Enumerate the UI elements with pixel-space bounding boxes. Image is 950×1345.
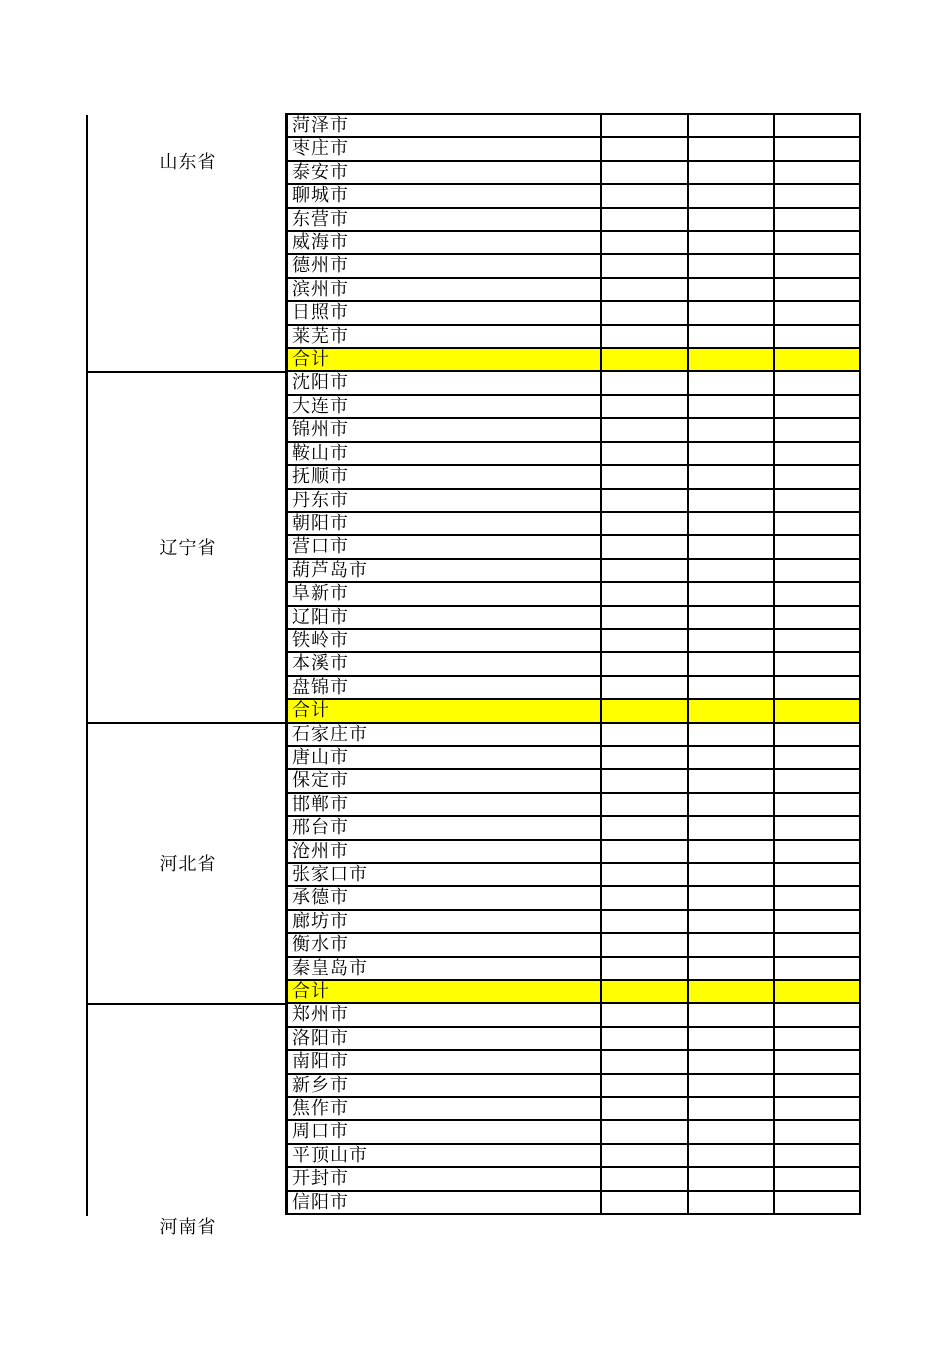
value-cell <box>689 1145 775 1166</box>
value-cell <box>775 583 861 604</box>
city-row <box>288 934 861 957</box>
value-cell <box>602 653 689 674</box>
city-name: 枣庄市 <box>288 138 602 159</box>
value-cell <box>689 396 775 417</box>
value-cell <box>689 911 775 932</box>
province-name: 河南省 <box>159 1217 217 1237</box>
value-cell <box>775 1051 861 1072</box>
value-cell <box>602 443 689 464</box>
value-cell <box>775 536 861 557</box>
value-cell <box>689 419 775 440</box>
value-cell <box>775 1098 861 1119</box>
value-cell <box>775 1145 861 1166</box>
value-cell <box>602 279 689 300</box>
total-value-cell <box>689 981 775 1002</box>
value-cell <box>689 770 775 791</box>
value-cell <box>689 607 775 628</box>
value-cell <box>689 1121 775 1142</box>
city-row <box>288 677 861 700</box>
value-cell <box>775 466 861 487</box>
province-name: 辽宁省 <box>159 538 217 558</box>
city-name: 威海市 <box>288 232 602 253</box>
value-cell <box>689 443 775 464</box>
value-cell <box>775 817 861 838</box>
value-cell <box>775 279 861 300</box>
city-name: 东营市 <box>288 209 602 230</box>
value-cell <box>775 138 861 159</box>
city-name: 滨州市 <box>288 279 602 300</box>
city-name: 抚顺市 <box>288 466 602 487</box>
value-cell <box>689 560 775 581</box>
value-cell <box>689 747 775 768</box>
value-cell <box>602 1028 689 1049</box>
city-name: 德州市 <box>288 255 602 276</box>
city-row <box>288 490 861 513</box>
city-row <box>288 864 861 887</box>
value-cell <box>602 1004 689 1025</box>
city-name: 沈阳市 <box>288 372 602 393</box>
city-name: 阜新市 <box>288 583 602 604</box>
value-cell <box>689 1051 775 1072</box>
value-cell <box>775 209 861 230</box>
city-row <box>288 1145 861 1168</box>
value-cell <box>689 1028 775 1049</box>
city-name: 唐山市 <box>288 747 602 768</box>
value-cell <box>602 1168 689 1189</box>
value-cell <box>775 607 861 628</box>
value-cell <box>602 817 689 838</box>
value-cell <box>602 536 689 557</box>
city-table <box>285 113 861 1215</box>
value-cell <box>775 794 861 815</box>
value-cell <box>602 958 689 979</box>
city-name: 盘锦市 <box>288 677 602 698</box>
city-name: 葫芦岛市 <box>288 560 602 581</box>
value-cell <box>602 724 689 745</box>
value-cell <box>689 1098 775 1119</box>
value-cell <box>775 326 861 347</box>
value-cell <box>689 864 775 885</box>
city-row <box>288 1192 861 1215</box>
city-name: 信阳市 <box>288 1192 602 1213</box>
city-row <box>288 1051 861 1074</box>
city-name: 周口市 <box>288 1121 602 1142</box>
city-name: 聊城市 <box>288 185 602 206</box>
value-cell <box>775 1075 861 1096</box>
value-cell <box>602 1051 689 1072</box>
value-cell <box>689 209 775 230</box>
total-row <box>288 349 861 372</box>
value-cell <box>689 513 775 534</box>
value-cell <box>602 1121 689 1142</box>
city-row <box>288 209 861 232</box>
city-row <box>288 513 861 536</box>
value-cell <box>775 1192 861 1213</box>
city-row <box>288 255 861 278</box>
city-name: 郑州市 <box>288 1004 602 1025</box>
city-name: 大连市 <box>288 396 602 417</box>
value-cell <box>602 934 689 955</box>
value-cell <box>775 841 861 862</box>
city-name: 焦作市 <box>288 1098 602 1119</box>
city-row <box>288 1121 861 1144</box>
value-cell <box>602 583 689 604</box>
total-value-cell <box>775 349 861 370</box>
value-cell <box>689 1075 775 1096</box>
value-cell <box>775 1121 861 1142</box>
city-row <box>288 1075 861 1098</box>
value-cell <box>602 396 689 417</box>
city-name: 南阳市 <box>288 1051 602 1072</box>
city-row <box>288 419 861 442</box>
total-row <box>288 700 861 723</box>
value-cell <box>689 279 775 300</box>
city-row <box>288 536 861 559</box>
value-cell <box>775 747 861 768</box>
value-cell <box>602 770 689 791</box>
total-value-cell <box>689 700 775 721</box>
value-cell <box>602 1098 689 1119</box>
city-name: 邢台市 <box>288 817 602 838</box>
city-name: 石家庄市 <box>288 724 602 745</box>
city-name: 平顶山市 <box>288 1145 602 1166</box>
value-cell <box>775 419 861 440</box>
value-cell <box>775 513 861 534</box>
value-cell <box>602 255 689 276</box>
value-cell <box>775 396 861 417</box>
value-cell <box>689 372 775 393</box>
value-cell <box>775 724 861 745</box>
city-name: 辽阳市 <box>288 607 602 628</box>
city-row <box>288 443 861 466</box>
city-row <box>288 138 861 161</box>
value-cell <box>602 115 689 136</box>
city-row <box>288 115 861 138</box>
total-value-cell <box>689 349 775 370</box>
city-name: 莱芜市 <box>288 326 602 347</box>
value-cell <box>775 490 861 511</box>
value-cell <box>602 302 689 323</box>
value-cell <box>689 302 775 323</box>
value-cell <box>689 583 775 604</box>
value-cell <box>775 677 861 698</box>
city-name: 保定市 <box>288 770 602 791</box>
city-row <box>288 466 861 489</box>
value-cell <box>775 302 861 323</box>
province-name: 河北省 <box>159 854 217 874</box>
province-name: 山东省 <box>159 152 217 172</box>
value-cell <box>602 372 689 393</box>
city-row <box>288 817 861 840</box>
value-cell <box>602 747 689 768</box>
value-cell <box>602 607 689 628</box>
value-cell <box>689 255 775 276</box>
value-cell <box>775 1028 861 1049</box>
city-name: 朝阳市 <box>288 513 602 534</box>
value-cell <box>775 115 861 136</box>
city-row <box>288 560 861 583</box>
value-cell <box>689 138 775 159</box>
city-row <box>288 1168 861 1191</box>
city-row <box>288 747 861 770</box>
city-name: 承德市 <box>288 887 602 908</box>
city-row <box>288 396 861 419</box>
value-cell <box>602 419 689 440</box>
total-label: 合计 <box>288 700 602 721</box>
value-cell <box>602 326 689 347</box>
city-row <box>288 630 861 653</box>
city-name: 衡水市 <box>288 934 602 955</box>
total-label: 合计 <box>288 981 602 1002</box>
city-name: 洛阳市 <box>288 1028 602 1049</box>
city-name: 泰安市 <box>288 162 602 183</box>
city-row <box>288 162 861 185</box>
value-cell <box>602 1192 689 1213</box>
value-cell <box>775 630 861 651</box>
value-cell <box>602 466 689 487</box>
city-name: 营口市 <box>288 536 602 557</box>
city-name: 新乡市 <box>288 1075 602 1096</box>
city-row <box>288 770 861 793</box>
value-cell <box>602 630 689 651</box>
total-value-cell <box>602 349 689 370</box>
city-name: 开封市 <box>288 1168 602 1189</box>
value-cell <box>689 1168 775 1189</box>
city-name: 邯郸市 <box>288 794 602 815</box>
value-cell <box>689 1004 775 1025</box>
value-cell <box>602 841 689 862</box>
total-label: 合计 <box>288 349 602 370</box>
value-cell <box>602 794 689 815</box>
city-row <box>288 1098 861 1121</box>
city-name: 菏泽市 <box>288 115 602 136</box>
value-cell <box>689 1192 775 1213</box>
city-row <box>288 724 861 747</box>
value-cell <box>689 536 775 557</box>
value-cell <box>775 372 861 393</box>
value-cell <box>602 162 689 183</box>
value-cell <box>775 255 861 276</box>
value-cell <box>689 326 775 347</box>
city-name: 本溪市 <box>288 653 602 674</box>
city-name: 锦州市 <box>288 419 602 440</box>
city-row <box>288 794 861 817</box>
province-cell-henan <box>86 1005 288 1216</box>
value-cell <box>775 911 861 932</box>
value-cell <box>689 490 775 511</box>
value-cell <box>775 232 861 253</box>
value-cell <box>775 1168 861 1189</box>
province-column <box>86 115 288 1216</box>
value-cell <box>689 653 775 674</box>
city-row <box>288 958 861 981</box>
value-cell <box>775 185 861 206</box>
value-cell <box>775 887 861 908</box>
value-cell <box>775 162 861 183</box>
city-row <box>288 185 861 208</box>
value-cell <box>775 560 861 581</box>
value-cell <box>689 934 775 955</box>
value-cell <box>775 934 861 955</box>
city-name: 张家口市 <box>288 864 602 885</box>
value-cell <box>775 770 861 791</box>
value-cell <box>602 232 689 253</box>
city-row <box>288 911 861 934</box>
value-cell <box>602 1075 689 1096</box>
total-value-cell <box>602 981 689 1002</box>
value-cell <box>602 513 689 534</box>
value-cell <box>689 841 775 862</box>
value-cell <box>689 630 775 651</box>
city-name: 沧州市 <box>288 841 602 862</box>
city-name: 丹东市 <box>288 490 602 511</box>
city-row <box>288 302 861 325</box>
city-name: 廊坊市 <box>288 911 602 932</box>
value-cell <box>602 864 689 885</box>
value-cell <box>689 115 775 136</box>
city-row <box>288 1028 861 1051</box>
city-row <box>288 326 861 349</box>
value-cell <box>602 490 689 511</box>
value-cell <box>602 1145 689 1166</box>
city-row <box>288 232 861 255</box>
value-cell <box>775 443 861 464</box>
value-cell <box>775 958 861 979</box>
city-row <box>288 1004 861 1027</box>
value-cell <box>689 724 775 745</box>
city-row <box>288 607 861 630</box>
city-row <box>288 887 861 910</box>
total-value-cell <box>602 700 689 721</box>
value-cell <box>775 653 861 674</box>
value-cell <box>602 677 689 698</box>
city-row <box>288 372 861 395</box>
city-name: 铁岭市 <box>288 630 602 651</box>
value-cell <box>602 209 689 230</box>
city-row <box>288 279 861 302</box>
city-row <box>288 653 861 676</box>
value-cell <box>689 794 775 815</box>
total-value-cell <box>775 700 861 721</box>
value-cell <box>602 185 689 206</box>
city-name: 鞍山市 <box>288 443 602 464</box>
value-cell <box>775 864 861 885</box>
value-cell <box>602 560 689 581</box>
value-cell <box>689 232 775 253</box>
value-cell <box>689 185 775 206</box>
city-name: 日照市 <box>288 302 602 323</box>
value-cell <box>602 911 689 932</box>
value-cell <box>775 1004 861 1025</box>
value-cell <box>602 138 689 159</box>
value-cell <box>689 958 775 979</box>
total-row <box>288 981 861 1004</box>
total-value-cell <box>775 981 861 1002</box>
city-row <box>288 583 861 606</box>
value-cell <box>689 162 775 183</box>
value-cell <box>602 887 689 908</box>
city-row <box>288 841 861 864</box>
value-cell <box>689 887 775 908</box>
value-cell <box>689 677 775 698</box>
value-cell <box>689 466 775 487</box>
value-cell <box>689 817 775 838</box>
city-name: 秦皇岛市 <box>288 958 602 979</box>
